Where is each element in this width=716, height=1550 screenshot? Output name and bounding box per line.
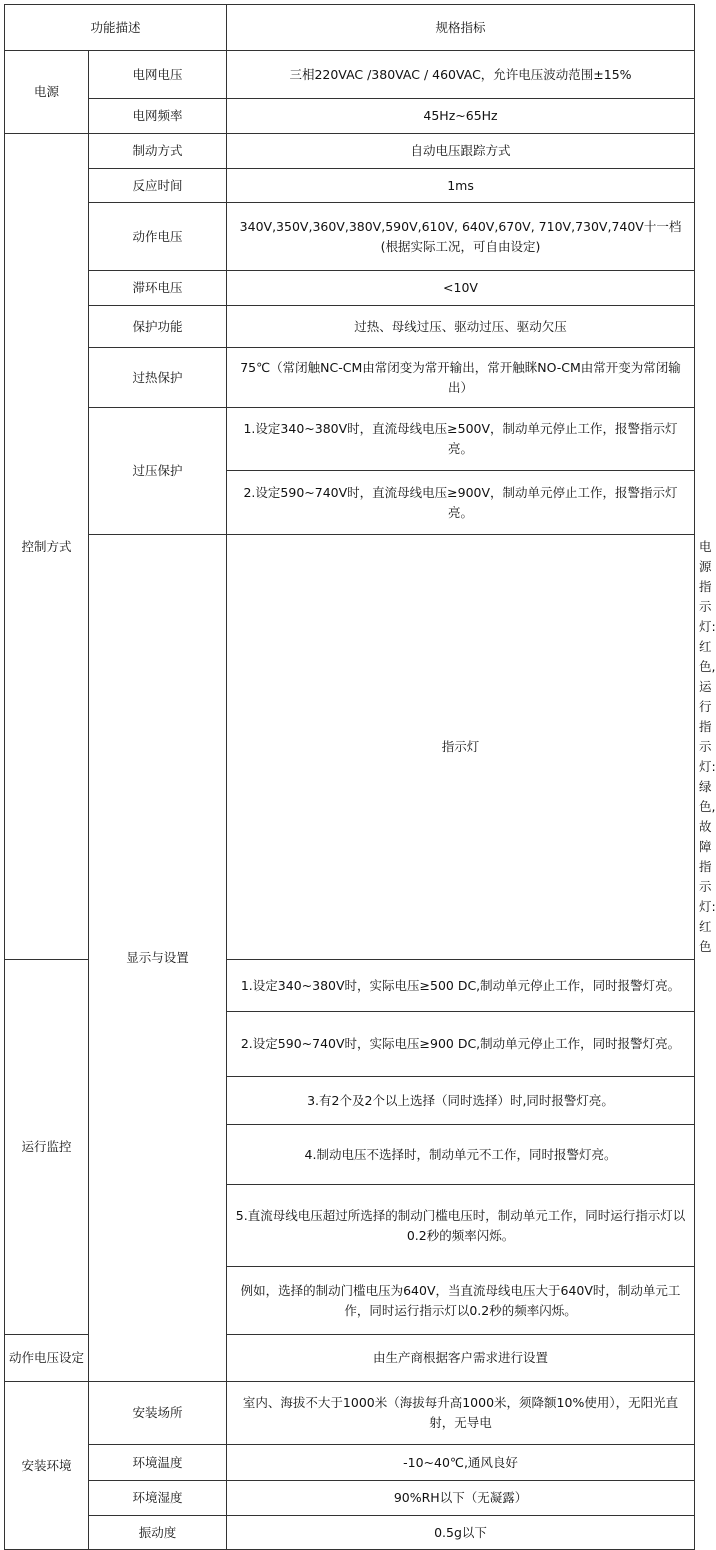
value-vibration: 0.5g以下 bbox=[227, 1516, 695, 1550]
value-response-time: 1ms bbox=[227, 169, 695, 203]
label-vibration: 振动度 bbox=[89, 1516, 227, 1550]
value-temperature: -10~40℃,通风良好 bbox=[227, 1445, 695, 1481]
value-monitoring-4: 4.制动电压不选择时，制动单元不工作，同时报警灯亮。 bbox=[227, 1125, 695, 1185]
value-hysteresis: <10V bbox=[227, 271, 695, 306]
group-environment: 安装环境 bbox=[5, 1382, 89, 1550]
table-row bbox=[5, 408, 695, 471]
value-monitoring-5: 5.直流母线电压超过所选择的制动门槛电压时，制动单元工作，同时运行指示灯以0.2秒的频率闪烁。 bbox=[227, 1185, 695, 1267]
label-grid-frequency: 电网频率 bbox=[89, 99, 227, 134]
value-action-voltage: 340V,350V,360V,380V,590V,610V, 640V,670V, 710V,730V,740V十一档(根据实际工况，可自由设定) bbox=[227, 203, 695, 271]
table-row bbox=[5, 1382, 695, 1445]
table-row bbox=[5, 99, 695, 134]
label-action-setting: 动作电压设定 bbox=[5, 1335, 89, 1382]
label-overheat: 过热保护 bbox=[89, 348, 227, 408]
value-action-setting: 由生产商根据客户需求进行设置 bbox=[227, 1335, 695, 1382]
label-monitoring: 运行监控 bbox=[5, 960, 89, 1335]
value-monitoring-1: 1.设定340~380V时，实际电压≥500 DC,制动单元停止工作，同时报警灯亮。 bbox=[227, 960, 695, 1012]
value-monitoring-6: 例如，选择的制动门槛电压为640V，当直流母线电压大于640V时，制动单元工作，同时运行指示灯以0.2秒的频率闪烁。 bbox=[227, 1267, 695, 1335]
value-overvoltage-2: 2.设定590~740V时，直流母线电压≥900V，制动单元停止工作，报警指示灯亮。 bbox=[227, 471, 695, 535]
table-row bbox=[5, 1481, 695, 1516]
value-grid-frequency: 45Hz~65Hz bbox=[227, 99, 695, 134]
spec-table bbox=[4, 4, 716, 1550]
label-indicator: 指示灯 bbox=[227, 535, 695, 960]
label-hysteresis: 滞环电压 bbox=[89, 271, 227, 306]
table-row bbox=[5, 134, 695, 169]
value-protection: 过热、母线过压、驱动过压、驱动欠压 bbox=[227, 306, 695, 348]
value-overheat: 75℃（常闭触NC-CM由常闭变为常开输出，常开触眯NO-CM由常开变为常闭输出） bbox=[227, 348, 695, 408]
group-control: 控制方式 bbox=[5, 134, 89, 960]
table-row bbox=[5, 1445, 695, 1481]
label-response-time: 反应时间 bbox=[89, 169, 227, 203]
label-action-voltage: 动作电压 bbox=[89, 203, 227, 271]
group-display: 显示与设置 bbox=[89, 535, 227, 1382]
table-row bbox=[5, 348, 695, 408]
label-temperature: 环境温度 bbox=[89, 1445, 227, 1481]
table-row bbox=[5, 1516, 695, 1550]
table-row bbox=[5, 203, 695, 271]
header-function: 功能描述 bbox=[5, 5, 227, 51]
value-grid-voltage: 三相220VAC /380VAC / 460VAC，允许电压波动范围±15% bbox=[227, 51, 695, 99]
table-row: 显示与设置 指示灯 电源指示灯:红色,运行指示灯:绿色,故障指示灯:红色 bbox=[5, 535, 695, 960]
table-row bbox=[5, 169, 695, 203]
header-spec: 规格指标 bbox=[227, 5, 695, 51]
value-humidity: 90%RH以下（无凝露） bbox=[227, 1481, 695, 1516]
label-humidity: 环境湿度 bbox=[89, 1481, 227, 1516]
table-row bbox=[5, 306, 695, 348]
label-location: 安装场所 bbox=[89, 1382, 227, 1445]
value-location: 室内、海拔不大于1000米（海拔每升高1000米，须降额10%使用），无阳光直射，无导电 bbox=[227, 1382, 695, 1445]
value-overvoltage-1: 1.设定340~380V时，直流母线电压≥500V，制动单元停止工作，报警指示灯亮。 bbox=[227, 408, 695, 471]
table-row bbox=[5, 51, 695, 99]
value-braking-mode: 自动电压跟踪方式 bbox=[227, 134, 695, 169]
group-power: 电源 bbox=[5, 51, 89, 134]
label-grid-voltage: 电网电压 bbox=[89, 51, 227, 99]
label-braking-mode: 制动方式 bbox=[89, 134, 227, 169]
value-monitoring-3: 3.有2个及2个以上选择（同时选择）时,同时报警灯亮。 bbox=[227, 1077, 695, 1125]
value-monitoring-2: 2.设定590~740V时，实际电压≥900 DC,制动单元停止工作，同时报警灯亮。 bbox=[227, 1012, 695, 1077]
table-row bbox=[5, 271, 695, 306]
header-row bbox=[5, 5, 695, 51]
label-overvoltage: 过压保护 bbox=[89, 408, 227, 535]
label-protection: 保护功能 bbox=[89, 306, 227, 348]
